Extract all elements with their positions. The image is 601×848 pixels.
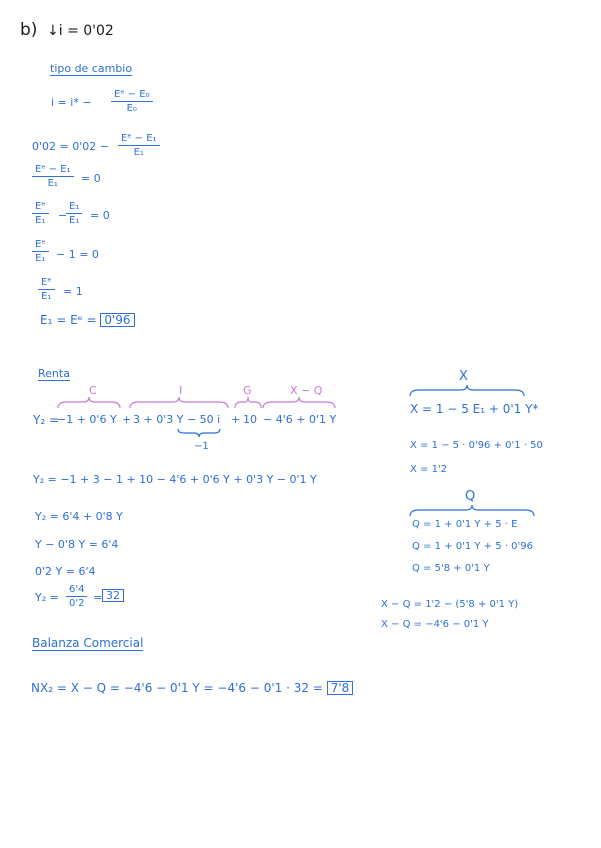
trade-title: Balanza Comercial [32,636,144,650]
exchange-eq2-fraction [118,133,160,158]
exchange-eq4-fraction-2 [66,201,82,226]
exchange-eq6-rhs: = 1 [63,285,83,298]
exchange-eq3-den: E₁ [47,178,58,189]
income-eq6-value: 32 [102,589,124,602]
income-eq6-result [102,589,124,602]
exchange-eq4-num1: Eᵉ [32,201,49,214]
exchange-eq4-fraction-1 [32,201,49,226]
brace-x [409,385,525,397]
income-label-g: G [243,384,252,397]
exchange-eq4-rhs: = 0 [90,209,110,222]
exchange-result-value: 0'96 [100,313,134,327]
right-x-res: X = 1'2 [410,464,448,475]
income-eq6-lhs: Y₂ = [35,591,59,604]
exchange-eq3-num: Eᵉ − E₁ [32,164,74,177]
income-eq-g: 10 [243,413,257,426]
exchange-eq6-den: E₁ [41,291,52,302]
exchange-eq6-num: Eᵉ [38,277,55,290]
brace-g [234,397,262,409]
brace-i [129,397,229,409]
income-eq-i: 3 + 0'3 Y − 50 i [133,413,221,426]
brace-under-i [177,428,221,438]
right-q-eq1: Q = 1 + 0'1 Y + 5 · E [412,519,518,530]
exchange-eq3-rhs: = 0 [81,172,101,185]
exchange-eq1-lhs: i = i* − [51,96,92,109]
right-x-sub: X = 1 − 5 · 0'96 + 0'1 · 50 [410,440,543,451]
exchange-eq5-fraction [32,239,49,264]
exchange-eq5-rhs: − 1 = 0 [56,248,99,261]
exchange-eq4-num2: E₁ [66,201,82,214]
brace-q [409,505,535,517]
exchange-eq4-den2: E₁ [69,215,80,226]
right-q-eq3: Q = 5'8 + 0'1 Y [412,563,490,574]
income-label-i: I [179,384,183,397]
exchange-title: tipo de cambio [50,62,133,75]
income-eq-i-under: −1 [194,441,209,452]
income-eq4: Y − 0'8 Y = 6'4 [35,538,119,551]
exchange-eq1-fraction [111,89,153,114]
right-xq-eq1: X − Q = 1'2 − (5'8 + 0'1 Y) [381,599,519,610]
income-eq3: Y₂ = 6'4 + 0'8 Y [35,510,123,523]
income-label-xq: X − Q [290,384,323,397]
income-eq-c: −1 + 0'6 Y [57,413,117,426]
exchange-eq2-num: Eᵉ − E₁ [118,133,160,146]
exchange-eq4-den1: E₁ [35,215,46,226]
exchange-result [40,313,135,327]
income-eq-xq: − 4'6 + 0'1 Y [263,413,337,426]
part-condition: ↓i = 0'02 [47,23,114,39]
income-eq-lhs: Y₂ = [33,413,60,427]
income-eq6-num: 6'4 [66,584,87,597]
income-eq6-eq: = [93,591,103,604]
income-eq2: Y₂ = −1 + 3 − 1 + 10 − 4'6 + 0'6 Y + 0'3 Y − 0'1 Y [33,473,317,486]
right-xq-eq2: X − Q = −4'6 − 0'1 Y [381,619,489,630]
exchange-eq4-minus: − [58,209,68,222]
income-eq6-den: 0'2 [69,598,85,609]
right-x-eq: X = 1 − 5 E₁ + 0'1 Y* [410,402,539,416]
exchange-eq1-den: E₀ [126,103,137,114]
income-eq-plus1: + [122,413,132,426]
income-title: Renta [38,367,70,380]
exchange-eq5-den: E₁ [35,253,46,264]
income-eq6-fraction [66,584,87,609]
income-eq-plus2: + [231,413,241,426]
exchange-eq6-fraction [38,277,55,302]
brace-c [57,397,121,409]
exchange-result-text: E₁ = Eᵉ = [40,313,97,327]
exchange-eq1-num: Eᵉ − E₀ [111,89,153,102]
trade-eq-value: 7'8 [327,681,354,695]
right-x-label: X [459,369,468,384]
exchange-eq2-lhs: 0'02 = 0'02 − [32,140,109,153]
trade-eq [31,681,353,695]
part-label: b) [20,20,38,40]
income-label-c: C [89,384,97,397]
exchange-eq5-num: Eᵉ [32,239,49,252]
income-eq5: 0'2 Y = 6'4 [35,565,96,578]
right-q-eq2: Q = 1 + 0'1 Y + 5 · 0'96 [412,541,533,552]
right-q-label: Q [465,489,476,504]
exchange-eq2-den: E₁ [133,147,144,158]
exchange-eq3-fraction [32,164,74,189]
brace-xq [262,397,336,409]
trade-eq-text: NX₂ = X − Q = −4'6 − 0'1 Y = −4'6 − 0'1 · 32 = [31,681,323,695]
